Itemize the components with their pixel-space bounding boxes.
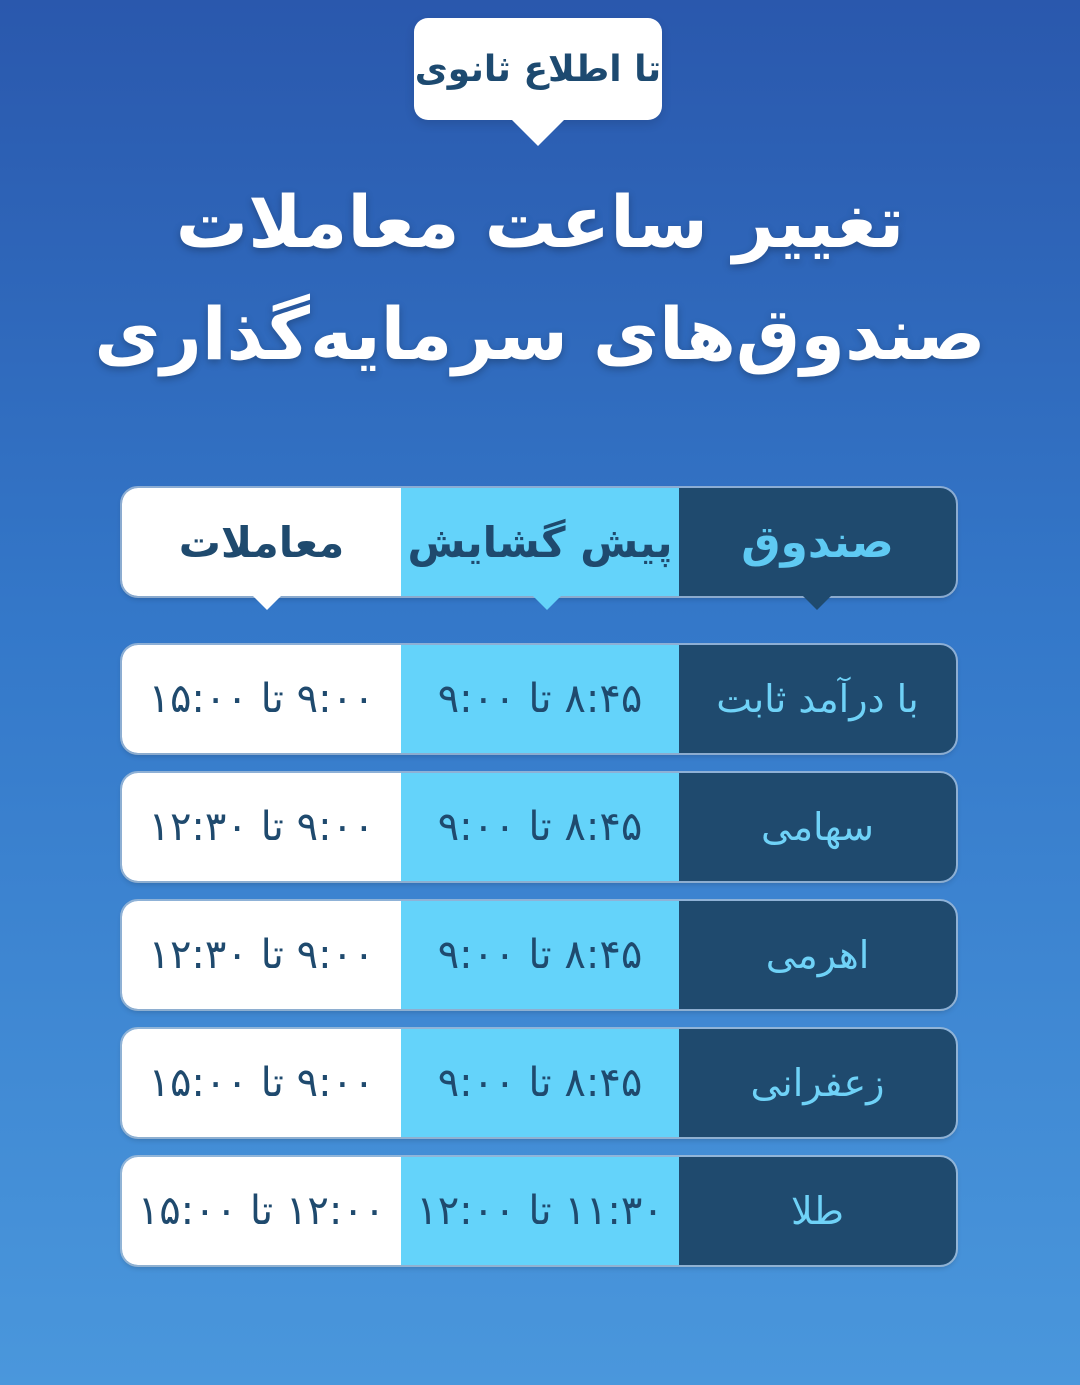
trading-cell: ۹:۰۰ تا ۱۵:۰۰: [122, 1029, 401, 1137]
trading-cell: ۹:۰۰ تا ۱۲:۳۰: [122, 901, 401, 1009]
fund-cell: طلا: [679, 1157, 956, 1265]
trading-cell: ۹:۰۰ تا ۱۲:۳۰: [122, 773, 401, 881]
fund-cell: سهامی: [679, 773, 956, 881]
pre-open-cell: ۸:۴۵ تا ۹:۰۰: [401, 645, 679, 753]
table-header: [122, 488, 956, 596]
header-trading: معاملات: [122, 488, 401, 596]
header-pointer: [532, 595, 562, 610]
page-subtitle: صندوق‌های سرمایه‌گذاری: [94, 292, 986, 376]
trading-cell: ۱۲:۰۰ تا ۱۵:۰۰: [122, 1157, 401, 1265]
fund-cell: با درآمد ثابت: [679, 645, 956, 753]
notice-badge-text: تا اطلاع ثانوی: [414, 48, 662, 90]
table-row: [122, 1157, 956, 1265]
fund-cell: اهرمی: [679, 901, 956, 1009]
table-row: [122, 645, 956, 753]
table-row: [122, 901, 956, 1009]
trading-cell: ۹:۰۰ تا ۱۵:۰۰: [122, 645, 401, 753]
header-pointer: [252, 595, 282, 610]
notice-badge: [414, 18, 662, 120]
page-title: تغییر ساعت معاملات: [175, 180, 905, 264]
table-row: [122, 1029, 956, 1137]
header-fund: صندوق: [679, 488, 956, 596]
fund-cell: زعفرانی: [679, 1029, 956, 1137]
header-pointer: [802, 595, 832, 610]
header-pre-open: پیش گشایش: [401, 488, 679, 596]
pre-open-cell: ۸:۴۵ تا ۹:۰۰: [401, 773, 679, 881]
pre-open-cell: ۸:۴۵ تا ۹:۰۰: [401, 1029, 679, 1137]
pre-open-cell: ۱۱:۳۰ تا ۱۲:۰۰: [401, 1157, 679, 1265]
pre-open-cell: ۸:۴۵ تا ۹:۰۰: [401, 901, 679, 1009]
table-row: [122, 773, 956, 881]
